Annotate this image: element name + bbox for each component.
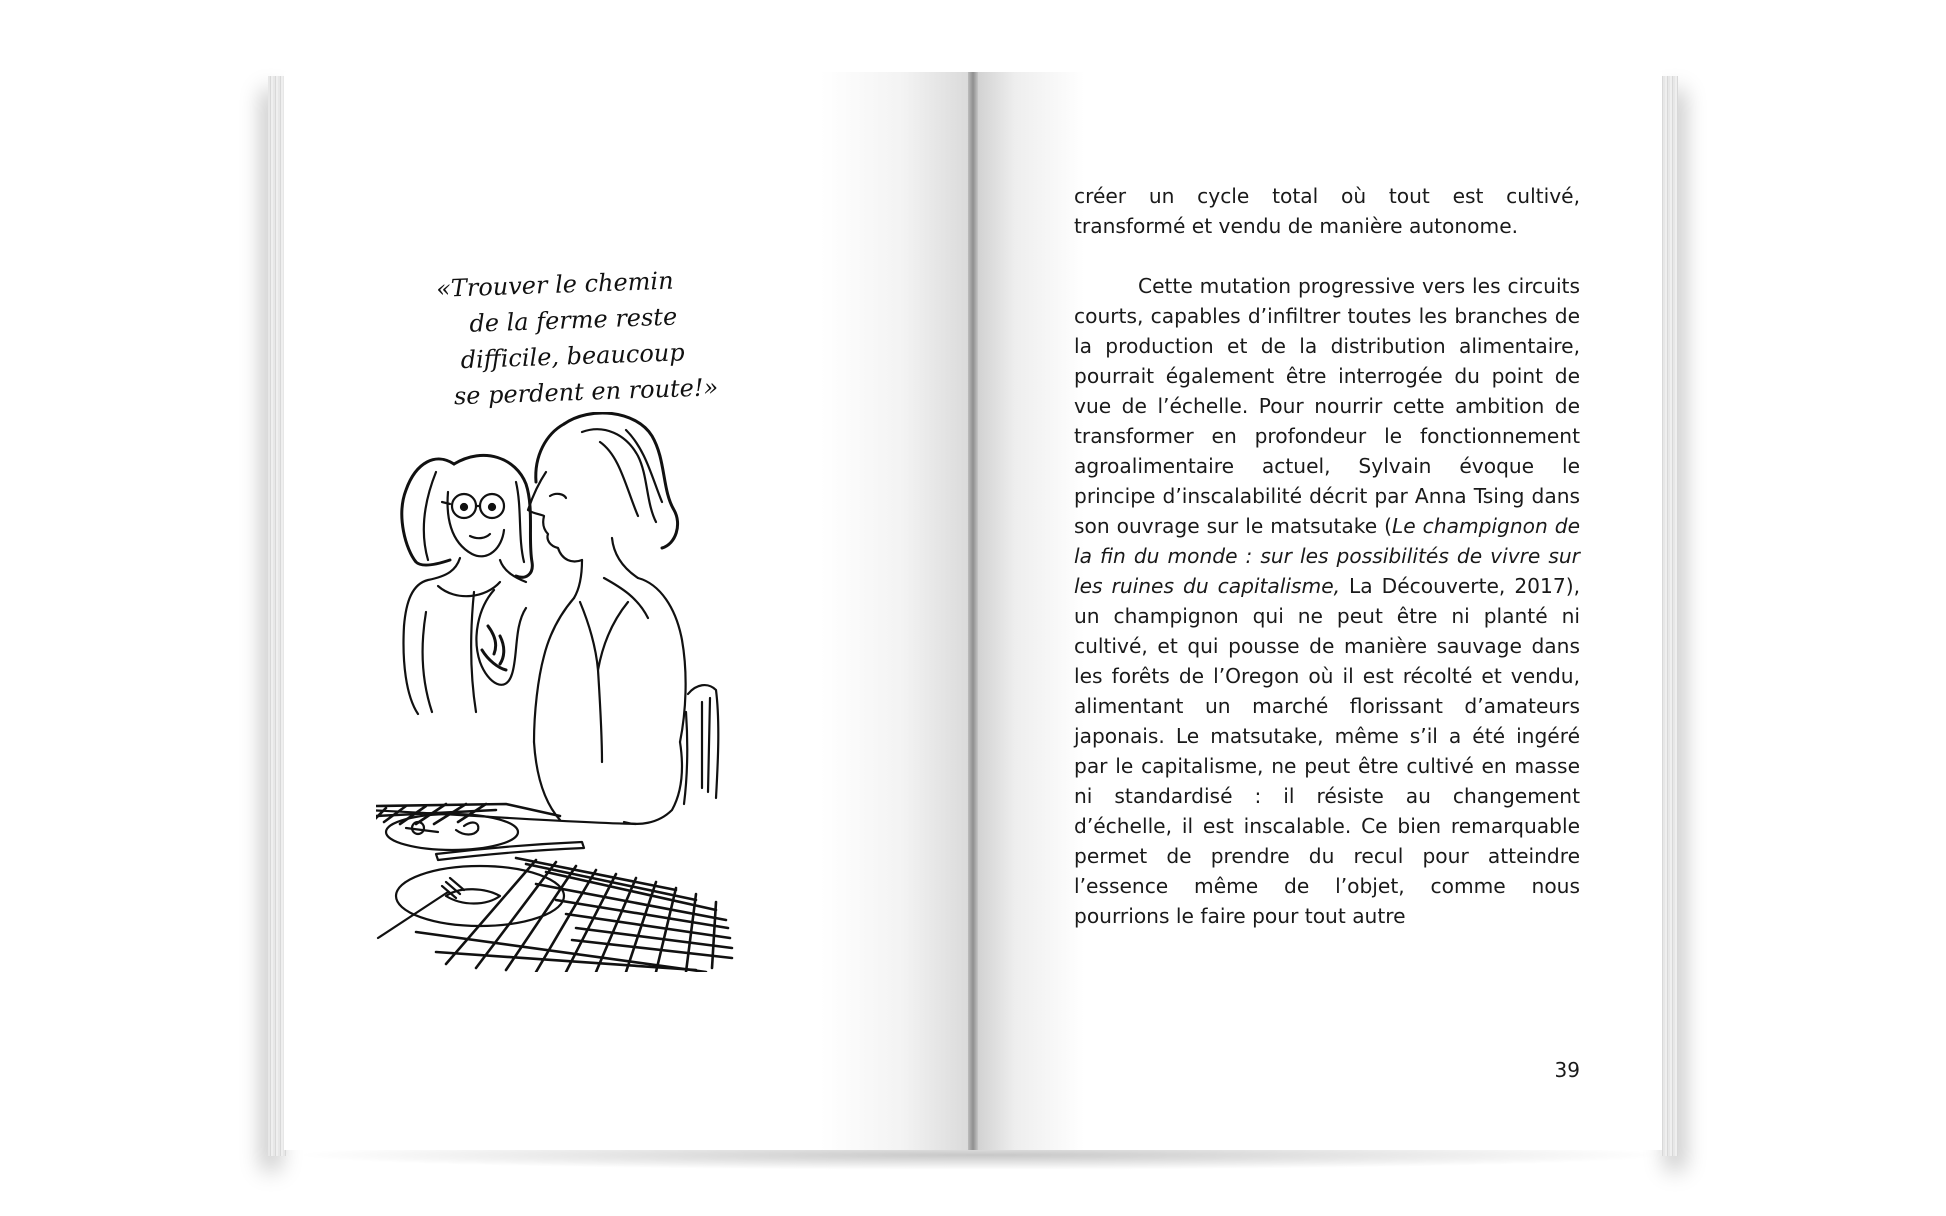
right-page-edges — [1660, 76, 1678, 1156]
paragraph-1: créer un cycle total où tout est cultivé, transformé et vendu de manière autonome. — [1074, 184, 1580, 238]
quote-line: de la ferme reste — [468, 302, 678, 338]
two-women-at-table-illustration-icon — [376, 412, 866, 972]
page-number: 39 — [1554, 1058, 1580, 1082]
paragraph-2 — [1074, 271, 1580, 931]
handwritten-quote — [436, 261, 721, 415]
paragraph-2-text: Cette mutation progressive vers les circuits courts, capables d’infiltrer toutes les branches de la production et de la distribution alimentaire, pourrait également être interrogée du point de vue de l’échelle. Pour nourrir cette ambition de transformer en profondeur le fonctionnement agroalimentaire actuel, Sylvain évoque le principe d’inscalabilité décrit par Anna Tsing dans son ouvrage sur le matsutake ( — [1074, 274, 1580, 538]
book-title-italic: Le champignon de la fin du monde : sur les possibilités de vivre sur les ruines du capitalisme, — [1074, 514, 1581, 598]
quote-line: se perdent en route!» — [453, 373, 719, 411]
quote-line: difficile, beaucoup — [460, 338, 686, 375]
book-gutter — [968, 72, 978, 1150]
quote-line: «Trouver le chemin — [435, 266, 674, 303]
paragraph-2-text-continued: La Découverte, 2017), un champignon qui ne peut être ni planté ni cultivé, et qui pousse de manière sauvage dans les forêts de l’Oregon où il est récolté et vendu, alimentant un marché florissant d’amateurs japonais. Le matsutake, même s’il a été ingéré par le capitalisme, ne peut être cultivé en masse ni standardisé : il résiste au changement d’échelle, il est inscalable. Ce bien remarquable permet de prendre du recul pour atteindre l’essence même de l’objet, comme nous pourrions le faire pour tout autre — [1074, 574, 1580, 928]
